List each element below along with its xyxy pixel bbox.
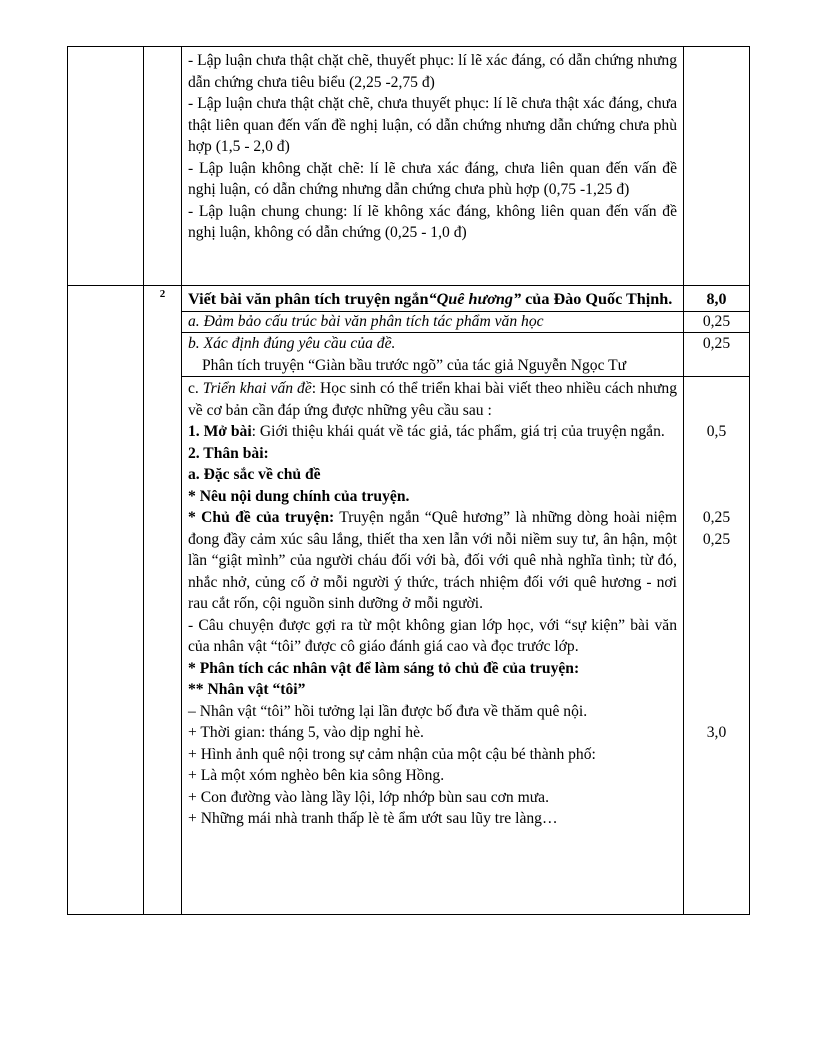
question-2-heading-row: [68, 286, 750, 312]
than-bai-heading: 2. Thân bài:: [188, 444, 269, 462]
chu-de-item: * Chủ đề của truyện: Truyện ngắn “Quê hương” là những dòng hoài niệm đong đầy cảm xúc sâu lắng, thiết tha xen lẫn với nỗi niềm suy tư, ân hận, một lần “giật mình” của người cháu đối với bà, đối với quê nhà nghĩa tình; từ đó, nhắc nhở, củng cố ở mỗi người ý thức, trách nhiệm đối với quê hương - nơi rau cắt rốn, cội nguồn sinh dưỡng ở mỗi người.: [188, 509, 677, 612]
question-total-score: 8,0: [706, 291, 727, 308]
part-cell: [68, 47, 144, 286]
criterion-c-intro: c. Triển khai vấn đề: Học sinh có thể triển khai bài viết theo nhiều cách nhưng về cơ bản cần đáp ứng được những yêu cầu sau :: [188, 380, 678, 419]
argument-level-1: - Lập luận chưa thật chặt chẽ, thuyết phục: lí lẽ xác đáng, có dẫn chứng nhưng dẫn chứng chưa tiêu biểu (2,25 -2,75 đ): [188, 52, 677, 91]
bullet-item: + Thời gian: tháng 5, vào dịp nghỉ hè.: [188, 724, 424, 741]
criterion-a-score: 0,25: [702, 313, 731, 330]
question-title: Viết bài văn phân tích truyện ngắn“Quê hương” của Đào Quốc Thịnh.: [188, 290, 673, 308]
argument-level-3: - Lập luận không chặt chẽ: lí lẽ chưa xác đáng, chưa liên quan đến vấn đề nghị luận, có dẫn chứng nhưng dẫn chứng chưa phù hợp (0,75 -1,25 đ): [188, 159, 677, 198]
grading-rubric-table: [67, 46, 750, 915]
argument-criteria-row: [68, 47, 750, 286]
criterion-a-score-cell: [684, 312, 750, 333]
cau-chuyen-item: - Câu chuyện được gợi ra từ một không gian lớp học, với “sự kiện” bài văn của nhân vật “tôi” được cô giáo đánh giá cao và đọc trước lớp.: [188, 616, 677, 655]
dac-sac-heading: a. Đặc sắc về chủ đề: [188, 466, 321, 483]
score-cell: [684, 47, 750, 286]
question-number: 2: [159, 288, 166, 300]
part-cell: [68, 286, 144, 915]
question-title-cell: [182, 286, 684, 312]
question-score-cell: [684, 286, 750, 312]
bullet-item: – Nhân vật “tôi” hồi tưởng lại lần được bố đưa về thăm quê nội.: [188, 702, 588, 720]
criterion-c-cell: [182, 377, 684, 915]
bullet-item: + Những mái nhà tranh thấp lè tè ẩm ướt sau lũy tre làng…: [188, 810, 558, 827]
phan-tich-heading: * Phân tích các nhân vật để làm sáng tỏ chủ đề của truyện:: [188, 659, 580, 677]
criteria-content-cell: [182, 47, 684, 286]
criterion-a-text: a. Đảm bảo cấu trúc bài văn phân tích tác phẩm văn học: [188, 313, 544, 330]
criterion-b-score-cell: [684, 333, 750, 377]
chu-de-score: 0,25: [702, 530, 731, 548]
criterion-a-cell: [182, 312, 684, 333]
criterion-b-score: 0,25: [702, 335, 731, 352]
noi-dung-item: * Nêu nội dung chính của truyện.: [188, 487, 410, 505]
argument-level-4: - Lập luận chung chung: lí lẽ không xác đáng, không liên quan đến vấn đề nghị luận, không có dẫn chứng (0,25 - 1,0 đ): [188, 202, 677, 241]
criterion-c-score-cell: [684, 377, 750, 915]
criterion-b-cell: [182, 333, 684, 377]
noi-dung-score: 0,25: [702, 509, 731, 526]
argument-level-2: - Lập luận chưa thật chặt chẽ, chưa thuyết phục: lí lẽ chưa thật xác đáng, chưa thật liên quan đến vấn đề nghị luận, có dẫn chứng nhưng dẫn chứng chưa phù hợp (1,5 - 2,0 đ): [188, 95, 677, 155]
phan-tich-score: 3,0: [706, 724, 727, 741]
criterion-b-text: b. Xác định đúng yêu cầu của đề.: [188, 335, 396, 352]
question-number-cell: [144, 286, 182, 915]
bullet-item: + Là một xóm nghèo bên kia sông Hồng.: [188, 767, 445, 784]
bullet-item: + Hình ảnh quê nội trong sự cảm nhận của một cậu bé thành phố:: [188, 745, 596, 763]
question-number-cell: [144, 47, 182, 286]
mo-bai-score: 0,5: [706, 423, 727, 440]
bullet-item: + Con đường vào làng lầy lội, lớp nhớp bùn sau cơn mưa.: [188, 788, 549, 806]
mo-bai: 1. Mở bài: Giới thiệu khái quát về tác giả, tác phẩm, giá trị của truyện ngắn.: [188, 423, 665, 440]
nhan-vat-heading: ** Nhân vật “tôi”: [188, 681, 306, 698]
criterion-b-detail: Phân tích truyện “Giàn bầu trước ngõ” của tác giả Nguyễn Ngọc Tư: [202, 356, 627, 374]
